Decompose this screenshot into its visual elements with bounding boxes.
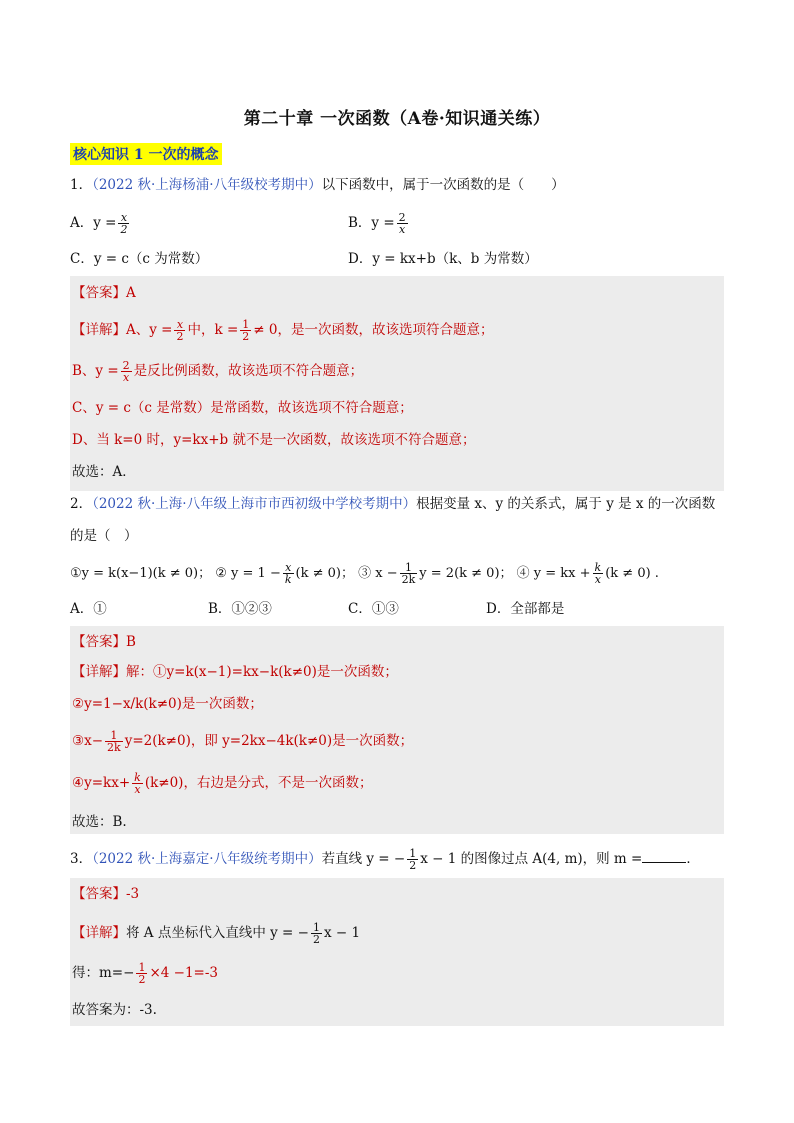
page-title: 第二十章 一次函数（A卷·知识通关练） bbox=[243, 109, 551, 129]
conclusion: 故选：A． bbox=[72, 464, 136, 480]
question-source: （2022 秋·上海·八年级上海市市西初级中学校考期中） bbox=[92, 496, 417, 512]
q2-option-a: A．① bbox=[70, 601, 107, 617]
detail-line-4: D、当 k=0 时，y=kx+b 就不是一次函数，故该选项不符合题意； bbox=[72, 432, 476, 448]
answer-line: 【答案】-3 bbox=[72, 886, 140, 902]
question-3: 3．（2022 秋·上海嘉定·八年级统考期中）若直线 y = − $\frac{1}{2}$ x − 1 的图像过点 A(4, m)，则 m = ． bbox=[70, 847, 700, 872]
detail-line-1: 【详解】解：①y=k(x−1)=kx−k(k≠0)是一次函数； bbox=[72, 664, 398, 680]
detail-line-2: B、y = $\frac{2}{x}$ 是反比例函数，故该选项不符合题意； bbox=[72, 359, 364, 384]
answer-line: 【答案】B bbox=[72, 634, 136, 650]
q2-option-d: D．全部都是 bbox=[486, 601, 565, 617]
question-stem: 以下函数中，属于一次函数的是（ ） bbox=[321, 177, 565, 193]
detail-line-2: 得：m=− $\frac{1}{2}$ ×4 −1=-3 bbox=[72, 961, 218, 986]
q1-option-a: A．y = $\frac{x}{2}$ bbox=[70, 211, 128, 236]
q1-answer-box bbox=[70, 276, 724, 491]
answer-line: 【答案】A bbox=[72, 285, 136, 301]
detail-line-1: 【详解】将 A 点坐标代入直线中 y = − $\frac{1}{2}$ x − 1 bbox=[72, 921, 361, 946]
conclusion: 故选：B. bbox=[72, 814, 127, 830]
answer-value: B bbox=[126, 634, 136, 650]
q3-answer-box bbox=[70, 878, 724, 1026]
detail-line-4: ④y=kx+ $\frac{k}{x}$ (k≠0)，右边是分式，不是一次函数； bbox=[72, 771, 373, 796]
section-heading: 核心知识 1 一次的概念 bbox=[70, 143, 222, 165]
q1-option-d: D．y = kx+b（k、b 为常数） bbox=[348, 251, 538, 267]
question-source: （2022 秋·上海杨浦·八年级校考期中） bbox=[92, 177, 322, 193]
detail-line-3: ③x− $\frac{1}{2k}$ y=2(k≠0)，即 y=2kx−4k(k≠0)是一次函数； bbox=[72, 729, 414, 754]
answer-value: -3 bbox=[126, 886, 140, 902]
q2-option-b: B．①②③ bbox=[208, 601, 272, 617]
q2-formulas: ①y = k(x−1)(k ≠ 0)； ② y = 1 − $\frac{x}{k}$ (k ≠ 0)； ③ x − $\frac{1}{2k}$ y = 2(k ≠ 0)； ④ y = kx + $\frac{k}{x}$ (k ≠ 0) . bbox=[70, 561, 659, 586]
question-2-cont: 的是（ ） bbox=[70, 528, 138, 544]
detail-line-2: ②y=1−x/k(k≠0)是一次函数； bbox=[72, 696, 263, 712]
conclusion: 故答案为：-3. bbox=[72, 1002, 157, 1018]
q1-option-b: B．y = $\frac{2}{x}$ bbox=[348, 211, 406, 236]
question-1 bbox=[70, 175, 565, 195]
question-source: （2022 秋·上海嘉定·八年级统考期中） bbox=[92, 851, 322, 867]
q2-option-c: C．①③ bbox=[348, 601, 399, 617]
question-number: 1． bbox=[70, 177, 93, 193]
detail-line-3: C、y = c（c 是常数）是常函数，故该选项不符合题意； bbox=[72, 400, 413, 416]
answer-value: A bbox=[126, 285, 136, 301]
q1-option-c: C．y = c（c 为常数） bbox=[70, 251, 209, 267]
detail-line-1: 【详解】A、y = $\frac{x}{2}$ 中，k = $\frac{1}{2}$ ≠ 0，是一次函数，故该选项符合题意； bbox=[72, 318, 494, 343]
answer-blank bbox=[642, 848, 686, 863]
q2-answer-box bbox=[70, 626, 724, 834]
question-2: 2．（2022 秋·上海·八年级上海市市西初级中学校考期中）根据变量 x、y 的关系式，属于 y 是 x 的一次函数 bbox=[70, 496, 716, 512]
